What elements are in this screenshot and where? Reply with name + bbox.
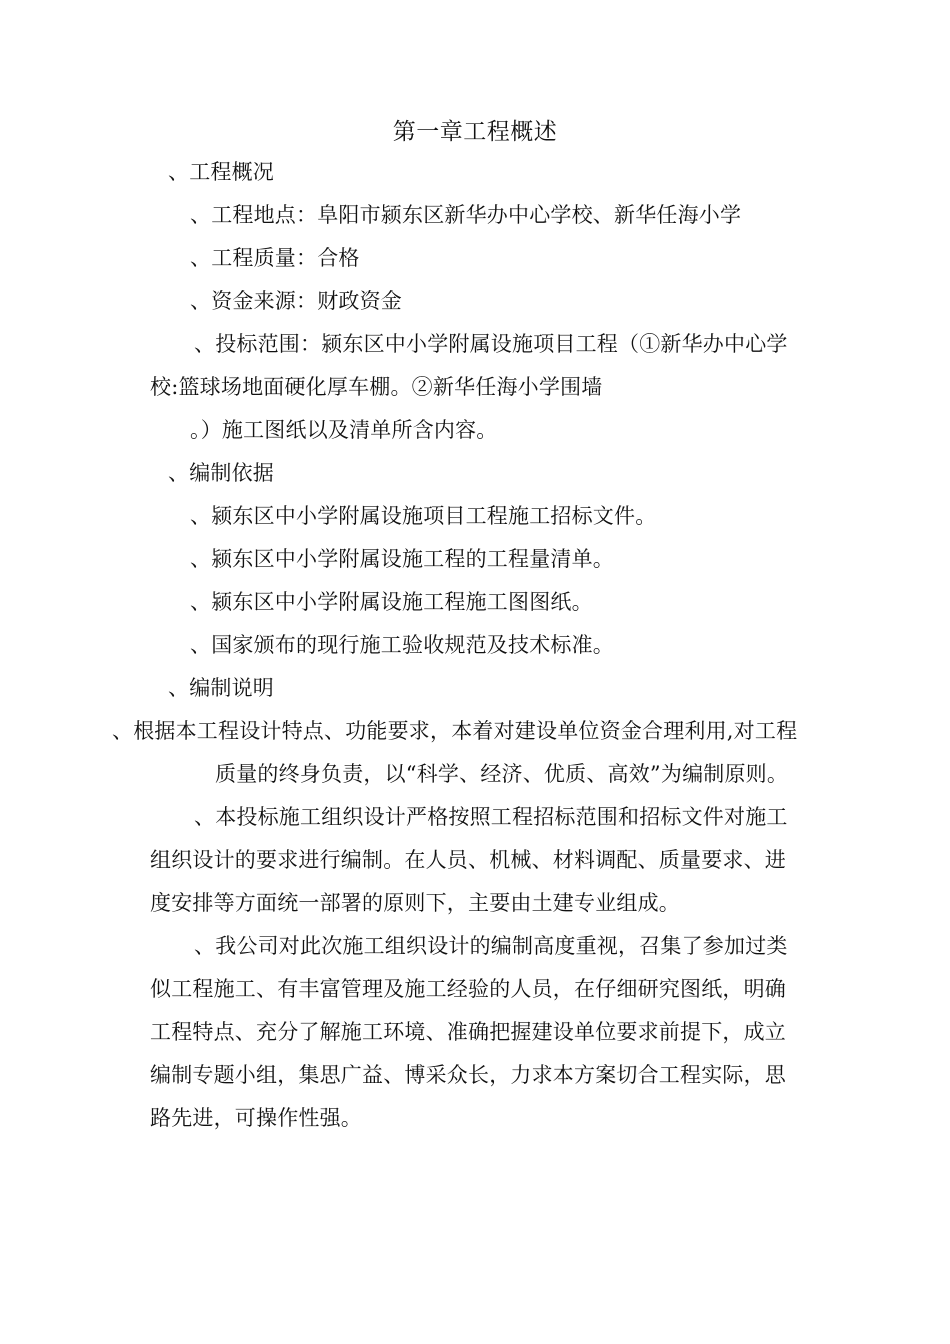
list-item-location: 、工程地点：阜阳市颍东区新华办中心学校、新华任海小学 [190,203,742,227]
paragraph-2-line-3: 度安排等方面统一部署的原则下，主要由土建专业组成。 [150,891,680,915]
list-item-basis-2: 、颍东区中小学附属设施工程的工程量清单。 [190,547,614,571]
paragraph-1-line-1: 、根据本工程设计特点、功能要求，本着对建设单位资金合理利用,对工程 [112,719,798,743]
list-item-scope-line3: 。）施工图纸以及清单所含内容。 [190,418,498,442]
paragraph-1-line-2: 质量的终身负责，以“科学、经济、优质、高效”为编制原则。 [215,762,789,786]
list-item-scope-line2: 校:篮球场地面硬化厚车棚。②新华任海小学围墙 [150,375,603,399]
list-item-funding: 、资金来源：财政资金 [190,289,402,313]
section-heading-overview: 、工程概况 [168,160,274,184]
section-heading-notes: 、编制说明 [168,676,274,700]
list-item-scope-line1: 、投标范围：颍东区中小学附属设施项目工程（①新华办中心学 [194,332,788,356]
list-item-basis-3: 、颍东区中小学附属设施工程施工图图纸。 [190,590,593,614]
section-heading-basis: 、编制依据 [168,461,274,485]
list-item-basis-4: 、国家颁布的现行施工验收规范及技术标准。 [190,633,614,657]
paragraph-2-line-1: 、本投标施工组织设计严格按照工程招标范围和招标文件对施工 [194,805,788,829]
paragraph-3-line-3: 工程特点、充分了解施工环境、准确把握建设单位要求前提下，成立 [150,1020,786,1044]
paragraph-2-line-2: 组织设计的要求进行编制。在人员、机械、材料调配、质量要求、进 [150,848,786,872]
list-item-quality: 、工程质量：合格 [190,246,360,270]
paragraph-3-line-2: 似工程施工、有丰富管理及施工经验的人员，在仔细研究图纸，明确 [150,977,786,1001]
list-item-basis-1: 、颍东区中小学附属设施项目工程施工招标文件。 [190,504,657,528]
paragraph-3-line-4: 编制专题小组，集思广益、博采众长，力求本方案切合工程实际，思 [150,1063,786,1087]
paragraph-3-line-5: 路先进，可操作性强。 [150,1106,362,1130]
paragraph-3-line-1: 、我公司对此次施工组织设计的编制高度重视，召集了参加过类 [194,934,788,958]
chapter-title: 第一章工程概述 [392,119,558,145]
